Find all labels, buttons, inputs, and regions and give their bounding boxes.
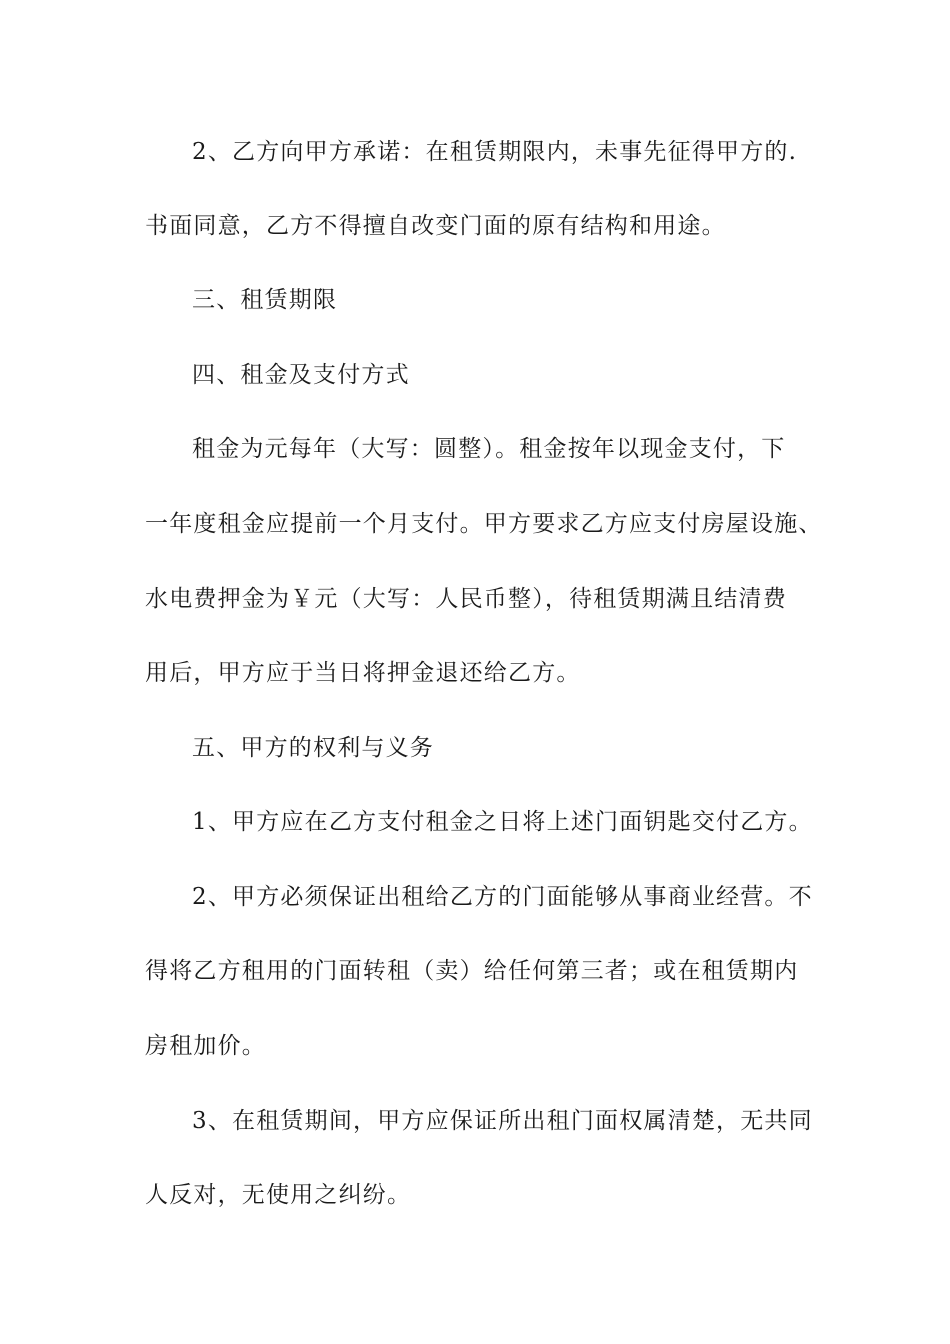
paragraph-line: 2、甲方必须保证出租给乙方的门面能够从事商业经营。不 <box>192 884 813 910</box>
section-heading: 四、租金及支付方式 <box>192 362 410 388</box>
section-heading: 三、租赁期限 <box>192 287 338 313</box>
paragraph-line: 3、在租赁期间，甲方应保证所出租门面权属清楚，无共同 <box>192 1108 813 1134</box>
paragraph-line: 2、乙方向甲方承诺：在租赁期限内，未事先征得甲方的. <box>192 139 798 165</box>
paragraph-line: 房租加价。 <box>145 1033 266 1059</box>
paragraph-line: 水电费押金为￥元（大写：人民币整），待租赁期满且结清费 <box>145 586 787 612</box>
section-heading: 五、甲方的权利与义务 <box>192 735 434 761</box>
paragraph-line: 1、甲方应在乙方支付租金之日将上述门面钥匙交付乙方。 <box>192 809 813 835</box>
paragraph-line: 一年度租金应提前一个月支付。甲方要求乙方应支付房屋设施、 <box>145 511 823 537</box>
paragraph-line: 书面同意，乙方不得擅自改变门面的原有结构和用途。 <box>145 213 726 239</box>
paragraph-line: 得将乙方租用的门面转租（卖）给任何第三者；或在租赁期内 <box>145 958 799 984</box>
paragraph-line: 用后，甲方应于当日将押金退还给乙方。 <box>145 660 581 686</box>
paragraph-line: 租金为元每年（大写：圆整）。租金按年以现金支付，下 <box>192 436 786 462</box>
paragraph-line: 人反对，无使用之纠纷。 <box>145 1182 412 1208</box>
